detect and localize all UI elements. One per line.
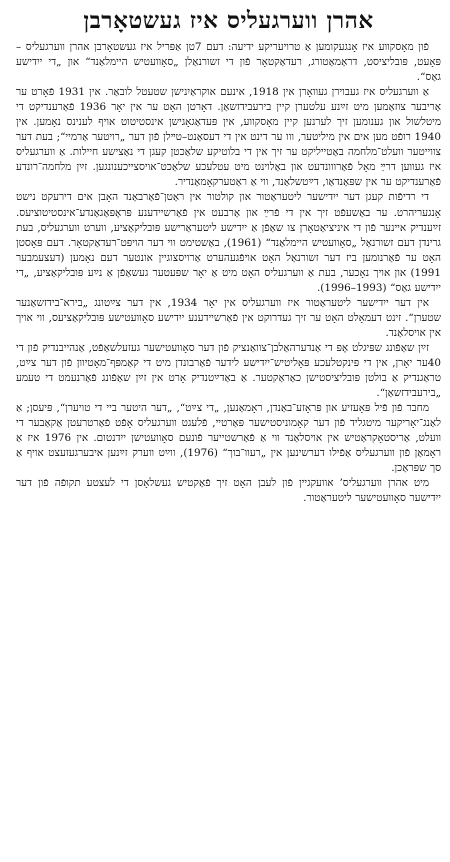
article <box>16 6 441 856</box>
article-paragraph: מיט אהרן ווערגעליס’ אוועקגיין פֿון לעבן האָט זיך פֿאַקטיש געשלאָסן די לעצטע תקופֿה פֿון דער ייִדישער סאָוועטישער ליטעראַטור. <box>16 477 441 505</box>
article-title: אהרן ווערגעליס איז געשטאָרבן <box>83 7 374 34</box>
article-body <box>16 40 441 506</box>
article-paragraph: מחבר פֿון פֿיל פּאָעזיע און פּראָזע־באַנדן, ראָמאַנען, „די צײַט“, „דער היטער ביי די טויערן“, פּיעסן; אַ לאַנג־יאָריקער מיטגליד פֿון דער קאָמוניסטישער פּאַרטיי, פֿלעגט ווערגעליס אָפֿט פֿאַרטרעטן אַקאַבער די וועלט, אַריסטאָקראַטיש אין אויסלאַנד ווי אַ פֿאַרשטייער פֿונעם סאָוועטישן ייִדנטום. אין 1976 איז אַ ראָמאַן פֿון ווערגעליס אַפֿילו דערשינען אין „רעוו־בוך“ (1976), ווײַט ווערק זײַנען איבערגעזעצט אויף אַ סך שפּראַכן. <box>16 402 441 475</box>
article-paragraph: אין דער ייִדישער ליטעראַטור איז ווערגעליס אין יאָר 1934, אין דער צײַטונג „בירא־בידזשאַנער שטערן“. זינט דעמאָלט האָט ער זיך געדרוקט אין פֿאַרשיידענע ייִדישע סאָוועטישע פּובליקאַציעס, ווי אויך אין אויסלאַנד. <box>16 296 441 339</box>
article-paragraph: אַ ווערגעליס איז געבוירן געוואָרן אין 1918, אינעם אוקראַיִנישן שטעטל לובאַר. אין 1931 פֿאָרט ער אַריבער צוזאַמען מיט זײַנע עלטערן קיין בירעבידזשאַן. דאָרטן האָט ער אין יאָר 1936 פֿאַרענדיקט די מיטלשול און גענומען זיך לערנען קיין מאָסקווע, אין פּעדאַגאָגישן אינסטיטוט אויף לענינס נאָמען. אין 1940 רופֿט מען אים אין מיליטער, ווו ער דינט אין די דעסאַנט–טײלן פֿון דער „רויטער אַרמיי“; בעת דער צווייטער וועלט־מלחמה באַטייליקט ער זיך אין די בלוטיקע שלאַכטן קעגן די נאַצישע חיילות. אַ ווערגעליס איז געווען דרײַ מאָל פֿאַרווונדעט און באַלוינט מיט עטלעכע שלאַכט־אויסצייכענונגען. זײַן מלחמה־רונדע פֿאַרענדיקט ער אין שפּאַנדאַו, דײַטשלאַנד, ווי אַ ראַטערקאָמאַנדיר. <box>16 86 441 189</box>
article-paragraph: פֿון מאָסקווע איז אָנגעקומען אַ טרויעריקע ידיעה: דעם 7טן אַפּריל איז געשטאָרבן אהרן ווערגעליס – פּאָעט, פּובליציסט, דראַמאַטורג, רעדאַקטאָר פֿון די זשורנאַלן „סאָוועטיש היימלאַנד“ און „די ייִדישע גאַס“. <box>16 41 441 84</box>
article-paragraph: זײַן שאַפֿונג שפּיגלט אָפּ די אַנדערהאַלבן־צוואַנציק פֿון דער סאָוועטישער געזעלשאַפֿט, אַנהייבנדיק פֿון די 40ער יאָרן, אין די פּינקטלעכע פּאָליטיש־ייִדישע לידער פֿאַרבונדן מיט די קאַמפּף־מאָטיוון פֿון דער צײַט, טראַגנדיק אַ בולטן פּובליציסטישן כאַראַקטער. אַ באַדײַטנדיק אָרט אין זײַן שאַפֿונג פֿאַרנעמט די טעמע „בירעבידזשאַן“. <box>16 341 441 400</box>
article-paragraph: די רדיפֿות קעגן דער ייִדישער ליטעראַטור און קולטור אין ראַטן־פֿאַרבאַנד האָבן אים דירעקט נישט אָנגעריהרט. ער באַשעפֿט זיך אין די פֿרײַ און אַרבעט אין פֿאַרשיידענע פּראָפּאַגאַנדע־אינסטיטוציעס. זײַענדיק איינער פֿון די איניציאַטאָרן צו שאַפֿן אַ ייִדישע ליטעראַרישע פּובליקאַציע, ווערט ווערגעליס, בעת גרינדן דעם זשורנאַל „סאָוועטיש היימלאַנד“ (1961), באַשטימט ווי דער הויפּט־רעדאַקטאָר. דעם פּאָסטן האָט ער פֿאַרנומען ביז דער זשורנאַל האָט אויפֿגעהערט אַרויסצוגיין אונטער דעם נאָמען (דעצעמבער 1991) און אויך נאָכער, בעת אַ ווערגעליס האָט מיט אַ יאָר שפּעטער געשאַפֿן אַ נײַע פּובליקאַציע, „די ייִדישע גאַס“ (1993–1996). <box>16 191 441 294</box>
